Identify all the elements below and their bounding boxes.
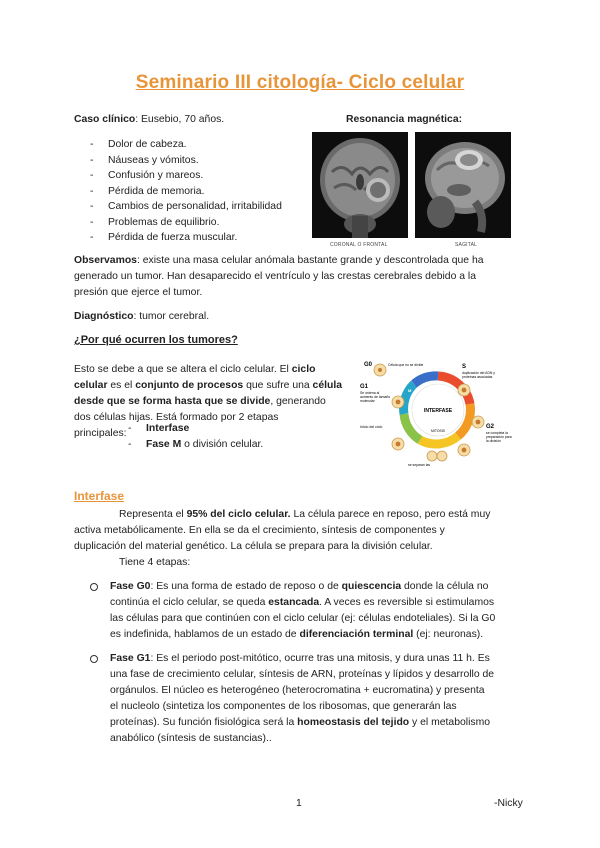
- g1-label: G1: [360, 384, 369, 390]
- s-text-1: duplicación del ADN y: [462, 371, 495, 375]
- text-line: duplicación del material genético. La célula se prepara para la división celular.: [74, 541, 433, 552]
- g0-item: [90, 579, 534, 643]
- case-label: Caso clínico: [74, 114, 136, 125]
- text-span: La célula parece en reposo, pero está muy: [290, 509, 491, 520]
- list-item: - Confusión y mareos.: [90, 168, 282, 184]
- text-span: ciclo: [291, 364, 316, 375]
- text-line: las células para que continúen con el ciclo celular (ej: células endoteliales). Si la G0: [110, 613, 496, 624]
- stage-name: Fase M: [146, 438, 182, 450]
- mri-caption-coronal: CORONAL O FRONTAL: [330, 242, 388, 248]
- mri-coronal-image: [312, 132, 408, 238]
- text-line: : existe una masa celular anómala bastante grande y descontrolada que ha: [136, 255, 484, 266]
- text-span: quiescencia: [341, 581, 402, 592]
- stage-name: Interfase: [146, 423, 190, 434]
- text-span: continúa el ciclo celular, se queda: [110, 597, 269, 608]
- page-number: 1: [296, 798, 302, 809]
- stage-list: [128, 421, 263, 452]
- mitosis-label: MITOSIS: [431, 429, 445, 433]
- text-line: el nucleolo (sintetiza los componentes de los ribosomas, que generarán las: [110, 701, 457, 712]
- text-span: es indefinida, hablamos de un estado de: [110, 629, 300, 640]
- text-span: estancada: [268, 597, 320, 608]
- text-span: homeostasis del tejido: [297, 717, 410, 728]
- text-span: y el metabolismo: [409, 717, 491, 728]
- case-line: [74, 112, 224, 128]
- list-item: - Dolor de cabeza.: [90, 137, 282, 153]
- resonance-label: Resonancia magnética:: [346, 114, 463, 125]
- text-span: que sufre una: [243, 380, 313, 391]
- list-item: - Pérdida de memoria.: [90, 184, 282, 200]
- bullet-icon: [90, 655, 98, 663]
- text-line: una fase de crecimiento celular, síntesis de ARN, proteínas y lípidos y desarrollo de: [110, 669, 495, 680]
- case-text: : Eusebio, 70 años.: [135, 114, 225, 125]
- observamos-label: Observamos: [74, 255, 137, 266]
- g2-text-3: la división: [486, 439, 501, 443]
- text-line: generado un tumor. Han desaparecido el ventrículo y las crestas cerebrales debido a la: [74, 271, 477, 282]
- m-text: se separan las: [408, 463, 431, 467]
- mri-sagittal-image: [415, 132, 511, 238]
- text-span: proteínas). Su función fisiológica será la: [110, 717, 298, 728]
- text-line: principales:: [74, 428, 127, 439]
- list-item: - Náuseas y vómitos.: [90, 153, 282, 169]
- text-span: Esto se debe a que se altera el ciclo celular. El: [74, 364, 292, 375]
- item-label: Fase G1: [110, 653, 151, 664]
- g1-text-3: molecular: [360, 399, 375, 403]
- cell-cycle-diagram: [358, 358, 518, 468]
- g2-label: G2: [486, 424, 495, 430]
- text-line: dos células hijas. Está formado por 2 etapas: [74, 412, 279, 423]
- text-span: celular: [74, 380, 108, 391]
- text-span: : Es una forma de estado de reposo o de: [150, 581, 342, 592]
- section-heading-interfase: Interfase: [74, 489, 125, 503]
- text-line: anabólico (síntesis de sustancias)..: [110, 733, 272, 744]
- diagnosis-line: [74, 309, 534, 325]
- s-text-2: proteínas asociadas: [462, 375, 493, 379]
- list-item: [128, 437, 263, 453]
- section-heading-tumors: ¿Por qué ocurren los tumores?: [74, 334, 238, 346]
- diagnosis-text: : tumor cerebral.: [133, 311, 210, 322]
- m-label: M: [408, 388, 412, 393]
- text-span: , generando: [270, 396, 326, 407]
- s-label: S: [462, 364, 467, 370]
- text-span: (ej: neuronas).: [413, 629, 484, 640]
- g1-text-2: aumento de tamaño: [360, 395, 391, 399]
- inicio-label: Inicio del ciclo: [360, 425, 383, 429]
- stage-desc: o división celular.: [181, 438, 264, 450]
- text-span: célula: [312, 380, 343, 391]
- center-label: INTERFASE: [423, 408, 453, 414]
- text-line: activa metabólicamente. En ella se da el crecimiento, síntesis de componentes y: [74, 525, 445, 536]
- text-span: desde que se forma hasta que se divide: [74, 396, 271, 407]
- page-title: Seminario III citología- Ciclo celular: [135, 72, 465, 93]
- g1-text-1: Se ordena al: [360, 391, 380, 395]
- item-label: Fase G0: [110, 581, 151, 592]
- text-line: orgánulos. El núcleo es heterogéneo (heterocromatina + eucromatina) y presenta: [110, 685, 485, 696]
- text-line: presión que ejerce el tumor.: [74, 287, 203, 298]
- text-span: 95% del ciclo celular.: [186, 509, 291, 520]
- bullet-icon: [90, 583, 98, 591]
- text-span: diferenciación terminal: [299, 629, 414, 640]
- g0-label: G0: [364, 362, 373, 368]
- mri-caption-sagittal: SAGITAL: [455, 242, 478, 248]
- text-span: Representa el: [119, 509, 187, 520]
- g2-text-2: preparación para: [486, 435, 512, 439]
- interfase-paragraph: [74, 507, 534, 571]
- list-item: [128, 421, 263, 437]
- text-span: donde la célula no: [401, 581, 489, 592]
- g0-text: Célula que no se divide: [388, 363, 424, 367]
- list-item: - Pérdida de fuerza muscular.: [90, 230, 282, 246]
- text-span: : Es el periodo post-mitótico, ocurre tras una mitosis, y dura unas 11 h. Es: [150, 653, 490, 664]
- text-span: . A veces es reversible si estimulamos: [319, 597, 495, 608]
- text-span: conjunto de procesos: [135, 380, 244, 391]
- text-line: Tiene 4 etapas:: [119, 557, 191, 568]
- list-item: - Problemas de equilibrio.: [90, 215, 282, 231]
- observamos-paragraph: [74, 253, 534, 301]
- text-span: es el: [107, 380, 136, 391]
- list-item: - Cambios de personalidad, irritabilidad: [90, 199, 282, 215]
- author-signature: -Nicky: [494, 798, 523, 809]
- g2-text-1: se completa la: [486, 431, 508, 435]
- g1-item: [90, 651, 534, 747]
- symptom-list: [90, 137, 282, 246]
- diagnosis-label: Diagnóstico: [74, 311, 134, 322]
